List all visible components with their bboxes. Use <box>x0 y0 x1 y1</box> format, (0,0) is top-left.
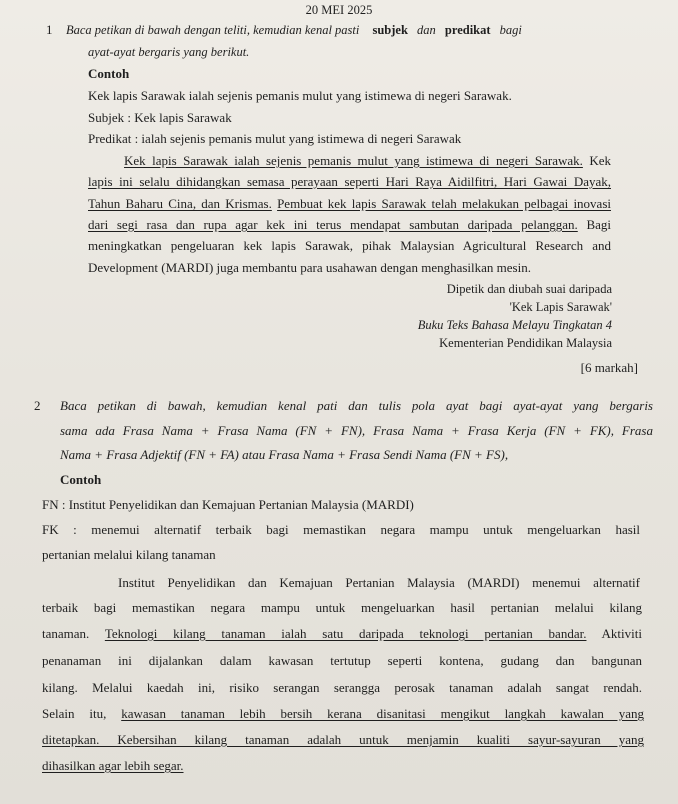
question-1-instruction-line-2: ayat-ayat bergaris yang berikut. <box>88 45 250 59</box>
question-2-instruction-line-3: Nama + Frasa Adjektif (FN + FA) atau Frasa Nama + Frasa Sendi Nama (FN + FS), <box>60 447 509 462</box>
question-2-instruction-line-2: sama ada Frasa Nama + Frasa Nama (FN + FN), Frasa Nama + Frasa Kerja (FN + FK), Frasa <box>60 423 653 438</box>
q1-underlined-fragment: Tahun Baharu Cina, dan Krismas. <box>88 196 272 211</box>
q2-fk-line-2: pertanian melalui kilang tanaman <box>42 547 216 562</box>
q2-passage-text-selain: Selain itu, <box>42 706 107 721</box>
q1-source-line-4: Kementerian Pendidikan Malaysia <box>439 336 612 350</box>
q1-contoh-label: Contoh <box>88 66 130 81</box>
q1-marks: [6 markah] <box>580 360 638 375</box>
question-2-number: 2 <box>34 398 41 413</box>
question-1-number: 1 <box>46 22 53 37</box>
q2-underlined-sentence-2: kawasan tanaman lebih bersih kerana disanitasi mengikut langkah kawalan yang <box>121 706 645 721</box>
q2-passage-line-7: ditetapkan. Kebersihan kilang tanaman adalah untuk menjamin kualiti sayur-sayuran yang <box>42 732 644 747</box>
q1-source-line-3: Buku Teks Bahasa Melayu Tingkatan 4 <box>417 318 612 332</box>
q1-keyword-subjek: subjek <box>372 23 408 37</box>
q1-keyword-dan: dan <box>417 23 436 37</box>
q1-predikat-line: Predikat : ialah sejenis pemanis mulut yang istimewa di negeri Sarawak <box>88 131 462 146</box>
q1-underlined-sentence-3: dari segi rasa dan rupa agar kek ini terus mendapat sambutan daripada pelanggan. <box>88 217 578 232</box>
q2-passage-line-8: dihasilkan agar lebih segar. <box>42 758 184 773</box>
q2-passage-line-6 <box>42 706 644 723</box>
question-2-instruction-line-1: Baca petikan di bawah, kemudian kenal pati dan tulis pola ayat bagi ayat-ayat yang bergaris <box>60 398 653 413</box>
q1-passage-line-3 <box>88 196 611 213</box>
q1-passage-line-4 <box>88 217 611 234</box>
q2-contoh-label: Contoh <box>60 472 102 487</box>
q2-passage-text-aktiviti: Aktiviti <box>601 626 642 641</box>
page-date: 20 MEI 2025 <box>305 3 373 17</box>
q2-passage-text: tanaman. <box>42 626 90 641</box>
q1-passage-text: Kek <box>589 153 611 168</box>
q2-passage-line-3 <box>42 626 642 643</box>
q2-fn-line: FN : Institut Penyelidikan dan Kemajuan Pertanian Malaysia (MARDI) <box>42 497 414 512</box>
q1-passage-text-bagi: Bagi <box>586 217 611 232</box>
q1-keyword-predikat: predikat <box>444 23 491 37</box>
q1-passage-line-6: Development (MARDI) juga membantu para usahawan dengan menghasilkan mesin. <box>88 260 531 275</box>
q2-passage-line-5: kilang. Melalui kaedah ini, risiko serangan serangga perosak tanaman adalah sangat rendah. <box>42 680 642 695</box>
q2-passage-line-4: penanaman ini dijalankan dalam kawasan tertutup seperti kontena, gudang dan bangunan <box>42 653 642 668</box>
q1-source-line-2: 'Kek Lapis Sarawak' <box>509 300 612 314</box>
q2-passage-line-1: Institut Penyelidikan dan Kemajuan Pertanian Malaysia (MARDI) menemui alternatif <box>118 575 640 590</box>
q1-instruction-text: Baca petikan di bawah dengan teliti, kemudian kenal pasti <box>66 23 360 37</box>
q1-passage-line-1 <box>124 153 611 170</box>
q1-source-line-1: Dipetik dan diubah suai daripada <box>446 282 612 296</box>
q1-underlined-sentence-2: Pembuat kek lapis Sarawak telah melakukan pelbagai inovasi <box>277 196 611 211</box>
q1-passage-line-5: meningkatkan pengeluaran kek lapis Sarawak, pihak Malaysian Agricultural Research and <box>88 238 611 253</box>
q2-fk-line-1: FK : menemui alternatif terbaik bagi memastikan negara mampu untuk mengeluarkan hasil <box>42 522 640 537</box>
q1-passage-line-2: lapis ini selalu dihidangkan semasa perayaan seperti Hari Raya Aidilfitri, Hari Gawai Dayak, <box>88 174 611 189</box>
q1-subjek-line: Subjek : Kek lapis Sarawak <box>88 110 232 125</box>
q2-passage-line-2: terbaik bagi memastikan negara mampu untuk mengeluarkan hasil pertanian melalui kilang <box>42 600 642 615</box>
q2-underlined-sentence-1: Teknologi kilang tanaman ialah satu daripada teknologi pertanian bandar. <box>104 626 587 641</box>
q1-underlined-sentence-1: Kek lapis Sarawak ialah sejenis pemanis mulut yang istimewa di negeri Sarawak. <box>124 153 583 168</box>
q1-keyword-bagi: bagi <box>499 23 522 37</box>
q1-example-sentence: Kek lapis Sarawak ialah sejenis pemanis mulut yang istimewa di negeri Sarawak. <box>88 88 512 103</box>
question-1-instruction-line-1 <box>66 22 660 38</box>
